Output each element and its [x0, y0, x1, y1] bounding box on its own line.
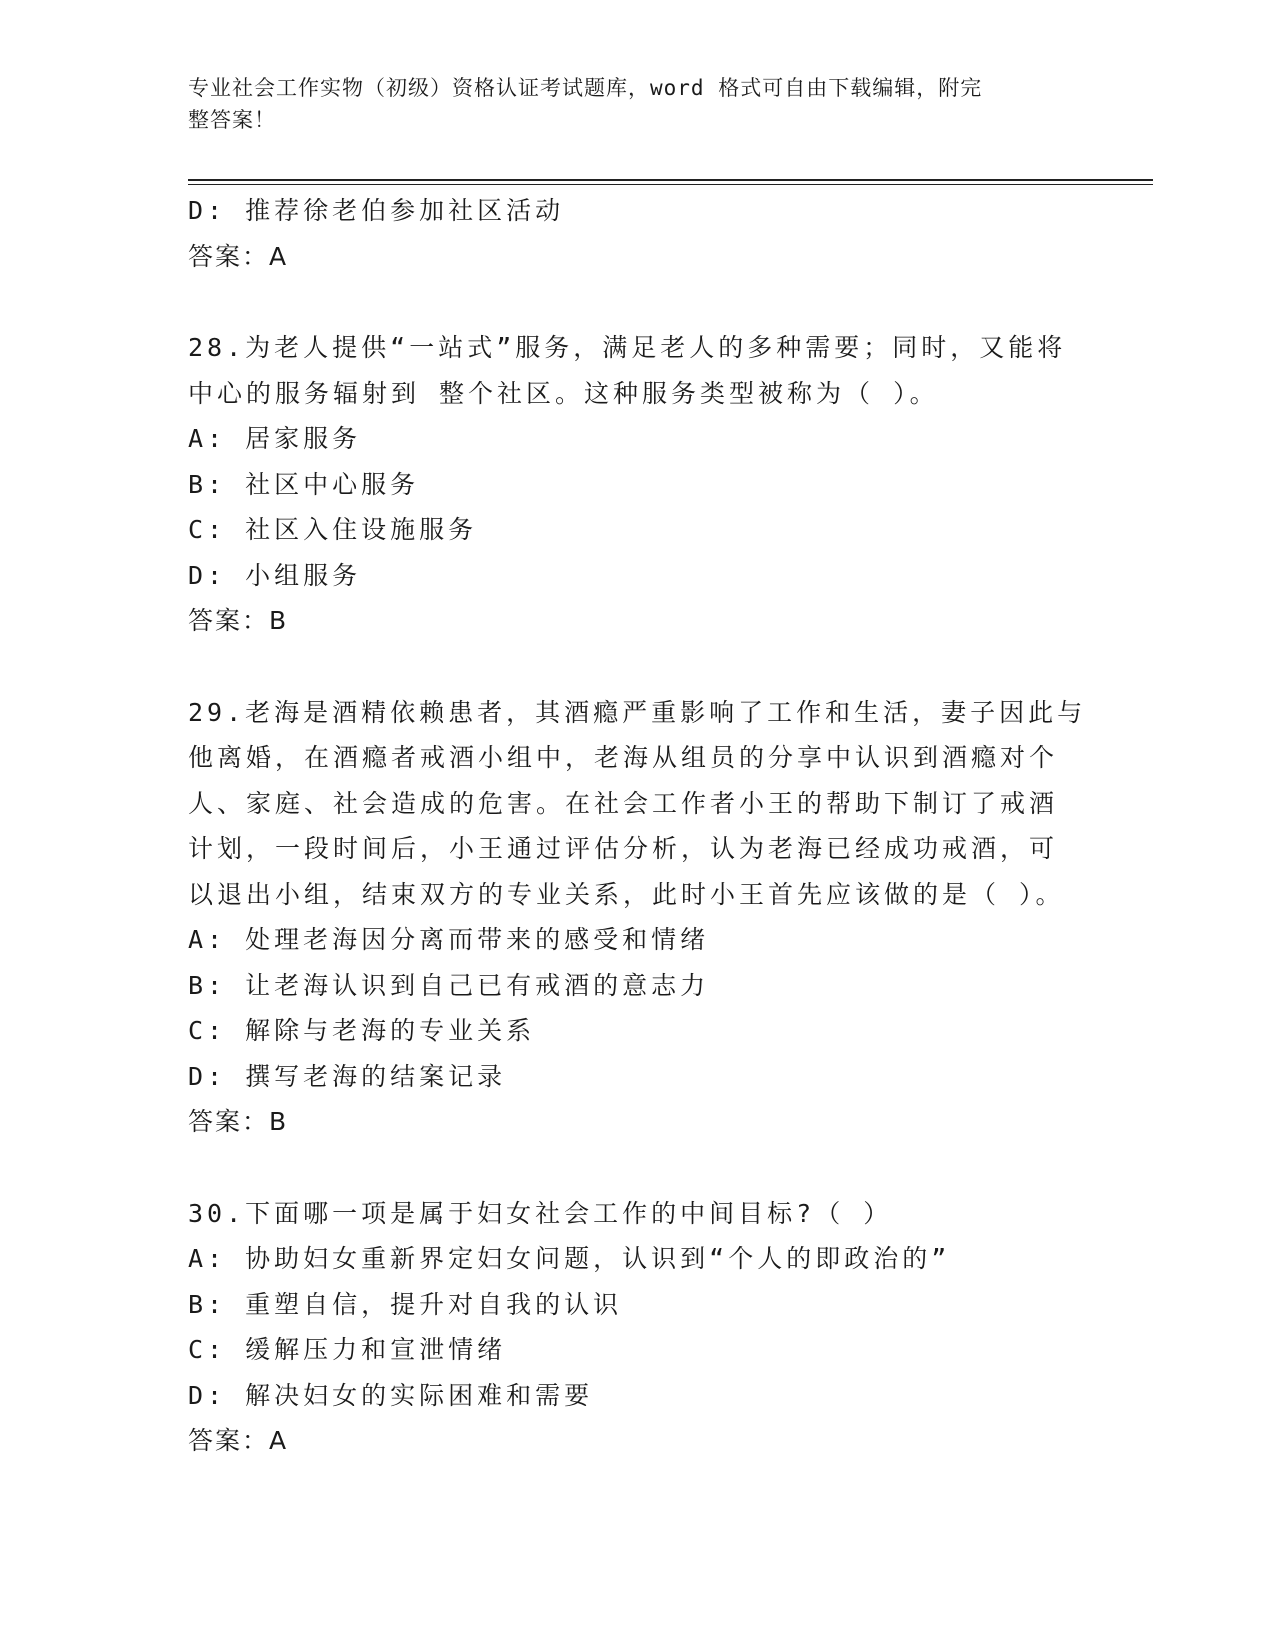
option-a: A: 协助妇女重新界定妇女问题，认识到“个人的即政治的” — [188, 1244, 951, 1273]
option-a: A: 处理老海因分离而带来的感受和情绪 — [188, 925, 710, 954]
question-29 — [188, 690, 1088, 1145]
option-d: D: 小组服务 — [188, 560, 362, 590]
previous-question-tail — [188, 188, 1088, 279]
question-28 — [188, 325, 1088, 644]
spacer — [188, 644, 1088, 690]
option-b: B: 让老海认识到自己已有戒酒的意志力 — [188, 970, 710, 1000]
question-30 — [188, 1191, 1088, 1464]
header-line-1: 专业社会工作实物（初级）资格认证考试题库，word 格式可自由下载编辑，附完 — [188, 76, 983, 100]
question-stem: 他离婚，在酒瘾者戒酒小组中，老海从组员的分享中认识到酒瘾对个 — [188, 743, 1059, 772]
question-stem: 人、家庭、社会造成的危害。在社会工作者小王的帮助下制订了戒酒 — [188, 788, 1059, 818]
option-a: A: 居家服务 — [188, 424, 362, 453]
header-line-2: 整答案！ — [188, 108, 276, 132]
question-stem: 30.下面哪一项是属于妇女社会工作的中间目标?（ ） — [188, 1198, 893, 1228]
answer: 答案：A — [188, 241, 289, 271]
answer: 答案：B — [188, 1107, 289, 1136]
option-d: D: 撰写老海的结案记录 — [188, 1061, 507, 1091]
option-c: C: 解除与老海的专业关系 — [188, 1016, 536, 1045]
question-stem: 29.老海是酒精依赖患者，其酒瘾严重影响了工作和生活，妻子因此与 — [188, 697, 1087, 727]
document-header — [188, 72, 1068, 136]
option-b: B: 社区中心服务 — [188, 469, 420, 499]
question-stem: 中心的服务辐射到 整个社区。这种服务类型被称为（ ）。 — [188, 378, 939, 408]
option-d: D: 推荐徐老伯参加社区活动 — [188, 196, 565, 225]
question-stem: 计划，一段时间后，小王通过评估分析，认为老海已经成功戒酒，可 — [188, 834, 1059, 863]
header-rule-thick — [188, 179, 1153, 181]
question-stem: 28.为老人提供“一站式”服务，满足老人的多种需要；同时，又能将 — [188, 333, 1067, 362]
option-b: B: 重塑自信，提升对自我的认识 — [188, 1289, 623, 1319]
header-rule-thin — [188, 184, 1153, 185]
answer: 答案：A — [188, 1426, 289, 1455]
spacer — [188, 1145, 1088, 1191]
option-c: C: 缓解压力和宣泄情绪 — [188, 1335, 507, 1364]
spacer — [188, 279, 1088, 325]
option-d: D: 解决妇女的实际困难和需要 — [188, 1380, 594, 1410]
question-stem: 以退出小组，结束双方的专业关系，此时小王首先应该做的是（ ）。 — [188, 879, 1065, 909]
question-list — [188, 188, 1088, 1464]
option-c: C: 社区入住设施服务 — [188, 515, 478, 544]
answer: 答案：B — [188, 606, 289, 635]
